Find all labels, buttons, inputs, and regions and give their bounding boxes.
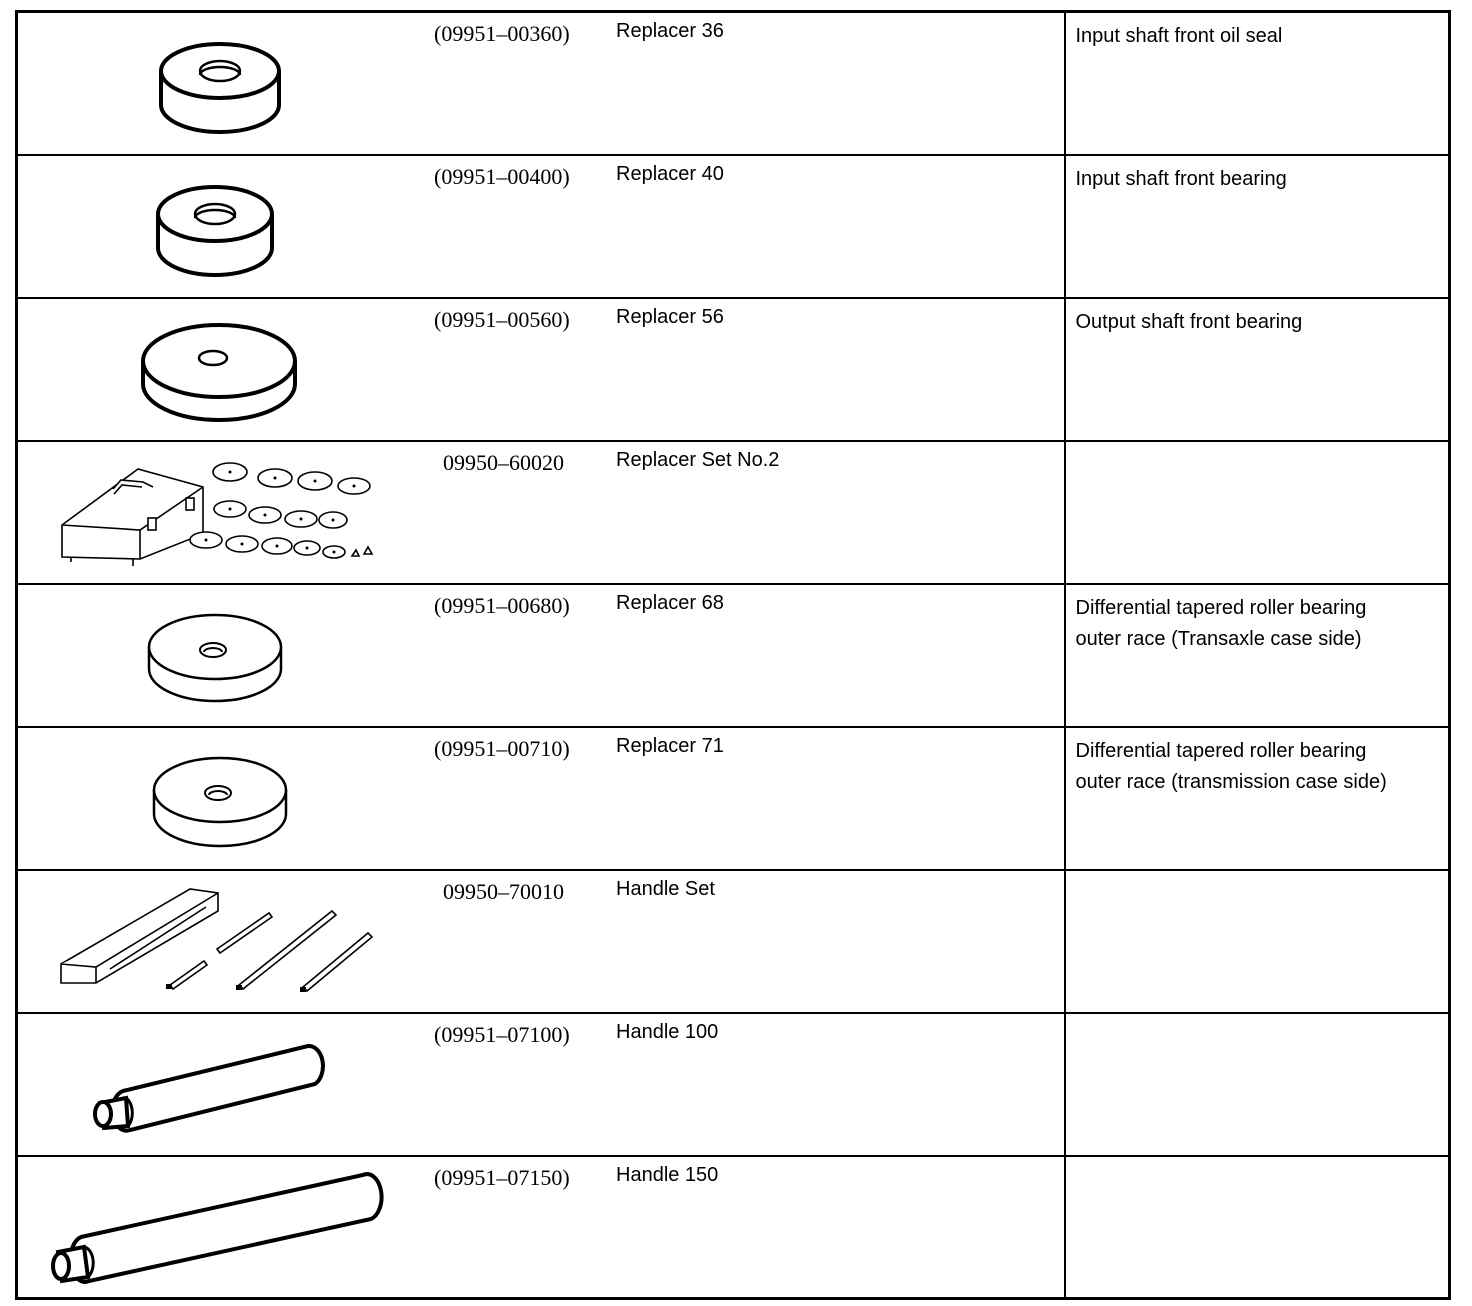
replacer-set-case-icon xyxy=(18,442,418,582)
tool-name: Replacer 68 xyxy=(616,591,724,614)
tool-purpose: Differential tapered roller bearing outer race (Transaxle case side) xyxy=(1075,596,1367,650)
table-row xyxy=(17,727,1450,870)
tool-purpose: Differential tapered roller bearing outer race (transmission case side) xyxy=(1075,739,1387,793)
purpose-cell xyxy=(1065,870,1450,1013)
tool-name: Replacer Set No.2 xyxy=(616,448,780,471)
special-tool-table xyxy=(15,10,1451,1300)
part-number: (09951–00680) xyxy=(434,592,570,618)
tool-name: Replacer 56 xyxy=(616,305,724,328)
table-row xyxy=(17,584,1450,727)
table-row xyxy=(17,12,1450,155)
part-number: 09950–70010 xyxy=(443,878,564,904)
table-row xyxy=(17,1156,1450,1299)
purpose-cell xyxy=(1065,584,1450,727)
tool-cell xyxy=(17,155,1065,298)
purpose-cell xyxy=(1065,298,1450,441)
part-number: (09951–00560) xyxy=(434,306,570,332)
part-number: (09951–07150) xyxy=(434,1164,570,1190)
handle-rod-icon xyxy=(18,1014,418,1154)
part-number: (09951–00360) xyxy=(434,21,570,46)
handle-set-case-icon xyxy=(18,871,418,1011)
purpose-cell xyxy=(1065,727,1450,870)
tool-purpose: Input shaft front oil seal xyxy=(1075,25,1283,47)
purpose-cell xyxy=(1065,441,1450,584)
table-row xyxy=(17,441,1450,584)
tool-cell xyxy=(17,12,1065,155)
table-row xyxy=(17,155,1450,298)
table-row xyxy=(17,298,1450,441)
replacer-disc-icon xyxy=(18,728,418,868)
part-number: (09951–07100) xyxy=(434,1021,570,1047)
tool-purpose: Output shaft front bearing xyxy=(1075,310,1303,333)
tool-name: Handle Set xyxy=(616,877,715,900)
tool-purpose: Input shaft front bearing xyxy=(1075,167,1287,190)
tool-cell xyxy=(17,870,1065,1013)
purpose-cell xyxy=(1065,1013,1450,1156)
handle-rod-icon xyxy=(18,1157,418,1297)
tool-cell xyxy=(17,1013,1065,1156)
tool-cell xyxy=(17,298,1065,441)
tool-cell xyxy=(17,727,1065,870)
replacer-disc-icon xyxy=(18,585,418,725)
tool-cell xyxy=(17,1156,1065,1299)
replacer-disc-icon xyxy=(18,13,418,153)
tool-name: Handle 100 xyxy=(616,1020,719,1043)
tool-name: Replacer 36 xyxy=(616,20,724,42)
purpose-cell xyxy=(1065,1156,1450,1299)
part-number: 09950–60020 xyxy=(443,449,564,475)
table-row xyxy=(17,870,1450,1013)
purpose-cell xyxy=(1065,155,1450,298)
tool-name: Handle 150 xyxy=(616,1163,719,1186)
replacer-disc-icon xyxy=(18,299,418,439)
tool-name: Replacer 71 xyxy=(616,734,724,757)
tool-name: Replacer 40 xyxy=(616,162,724,185)
table-row xyxy=(17,1013,1450,1156)
part-number: (09951–00400) xyxy=(434,163,570,189)
purpose-cell xyxy=(1065,12,1450,155)
replacer-disc-icon xyxy=(18,156,418,296)
part-number: (09951–00710) xyxy=(434,735,570,761)
tool-cell xyxy=(17,441,1065,584)
tool-cell xyxy=(17,584,1065,727)
